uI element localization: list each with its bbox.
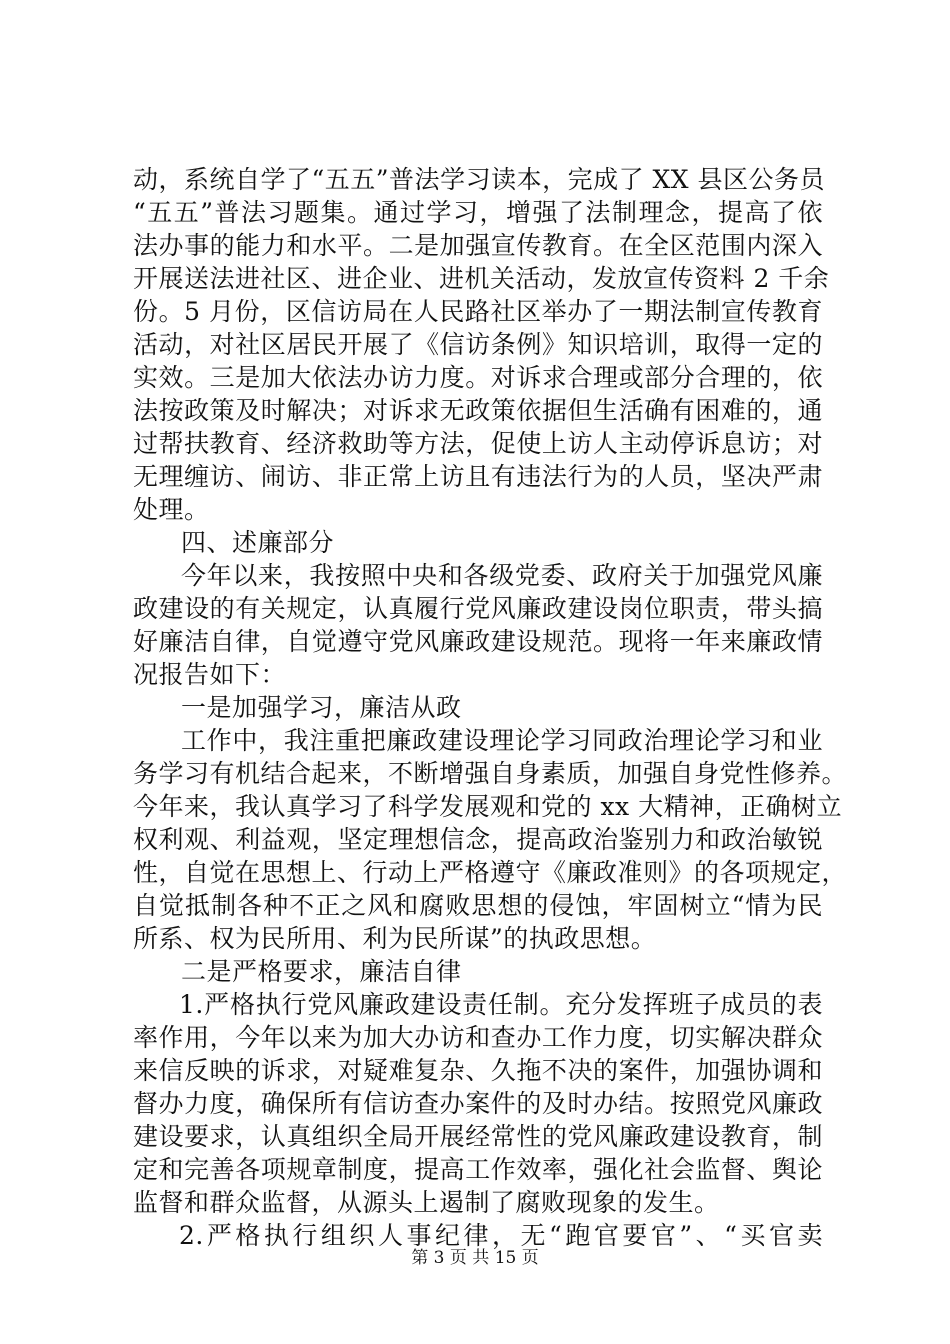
text-line: 处理。 <box>133 495 210 524</box>
text-line: 份。5 月份，区信访局在人民路社区举办了一期法制宣传教育 <box>133 297 823 326</box>
text-line: 2.严格执行组织人事纪律，无“跑官要官”、“买官卖 <box>179 1221 823 1250</box>
text-line: 今年以来，我按照中央和各级党委、政府关于加强党风廉 <box>181 561 823 590</box>
text-line: 法按政策及时解决；对诉求无政策依据但生活确有困难的，通 <box>133 396 823 425</box>
page-number-footer: 第 3 页 共 15 页 <box>411 1248 539 1268</box>
text-line: 率作用，今年以来为加大办访和查办工作力度，切实解决群众 <box>133 1023 823 1052</box>
text-line: 开展送法进社区、进企业、进机关活动，发放宣传资料 2 千余 <box>133 264 830 293</box>
text-line: 今年来，我认真学习了科学发展观和党的 xx 大精神，正确树立 <box>133 792 843 821</box>
text-line: 权利观、利益观，坚定理想信念，提高政治鉴别力和政治敏锐 <box>133 825 823 854</box>
text-line: 监督和群众监督，从源头上遏制了腐败现象的发生。 <box>133 1188 720 1217</box>
text-line: 务学习有机结合起来，不断增强自身素质，加强自身党性修养。 <box>133 759 848 788</box>
text-line: 所系、权为民所用、利为民所谋”的执政思想。 <box>133 924 657 953</box>
subsection-heading: 二是严格要求，廉洁自律 <box>181 957 462 986</box>
text-line: 动，系统自学了“五五”普法学习读本，完成了 XX 县区公务员 <box>133 165 826 194</box>
text-line: 过帮扶教育、经济救助等方法，促使上访人主动停诉息访；对 <box>133 429 823 458</box>
text-line: 来信反映的诉求，对疑难复杂、久拖不决的案件，加强协调和 <box>133 1056 823 1085</box>
text-line: 工作中，我注重把廉政建设理论学习同政治理论学习和业 <box>181 726 823 755</box>
text-line: 活动，对社区居民开展了《信访条例》知识培训，取得一定的 <box>133 330 823 359</box>
text-line: 建设要求，认真组织全局开展经常性的党风廉政建设教育，制 <box>133 1122 823 1151</box>
text-line: 况报告如下： <box>133 660 287 689</box>
text-line: 实效。三是加大依法办访力度。对诉求合理或部分合理的，依 <box>133 363 823 392</box>
text-line: 1.严格执行党风廉政建设责任制。充分发挥班子成员的表 <box>179 990 823 1019</box>
document-body <box>133 163 848 1252</box>
text-line: 政建设的有关规定，认真履行党风廉政建设岗位职责，带头搞 <box>133 594 823 623</box>
text-line: 无理缠访、闹访、非正常上访且有违法行为的人员，坚决严肃 <box>133 462 823 491</box>
text-line: 督办力度，确保所有信访查办案件的及时办结。按照党风廉政 <box>133 1089 823 1118</box>
text-line: 性，自觉在思想上、行动上严格遵守《廉政准则》的各项规定， <box>133 858 848 887</box>
subsection-heading: 一是加强学习，廉洁从政 <box>181 693 462 722</box>
text-line: “五五”普法习题集。通过学习，增强了法制理念，提高了依 <box>133 198 823 227</box>
text-line: 法办事的能力和水平。二是加强宣传教育。在全区范围内深入 <box>133 231 823 260</box>
text-line: 自觉抵制各种不正之风和腐败思想的侵蚀，牢固树立“情为民 <box>133 891 823 920</box>
text-line: 定和完善各项规章制度，提高工作效率，强化社会监督、舆论 <box>133 1155 823 1184</box>
section-heading: 四、述廉部分 <box>181 528 335 557</box>
text-line: 好廉洁自律，自觉遵守党风廉政建设规范。现将一年来廉政情 <box>133 627 823 656</box>
